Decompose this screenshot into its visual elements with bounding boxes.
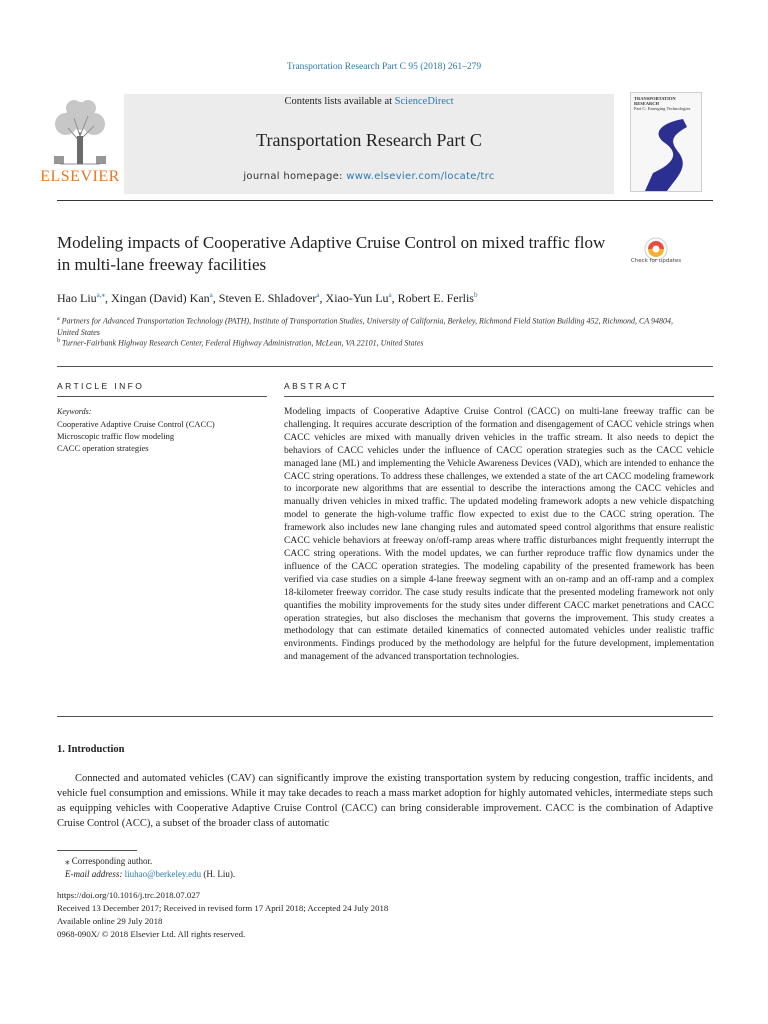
author-affiliation-marker[interactable]: a,⁎: [96, 291, 106, 299]
footnote-rule: [57, 850, 137, 851]
author-affiliation-marker[interactable]: a: [388, 291, 392, 299]
author-separator: ,: [105, 291, 112, 305]
article-title: Modeling impacts of Cooperative Adaptive Cruise Control on mixed traffic flow in multi-lane freeway facilities: [57, 233, 606, 274]
email-label: E-mail address:: [65, 869, 123, 879]
abstract-text: Modeling impacts of Cooperative Adaptive Cruise Control (CACC) on multi-lane freeway traffic can be challenging. It requires accurate description of the formation and disengagement of CACC vehicle strings when CACC vehicles are mixed with manually driven vehicles in the traffic stream. It also needs to depict the behaviors of CACC vehicles under the influence of CACC operation strategies such as the CACC vehicle managed lane (ML) and implementing the Vehicle Awareness Devices (VAD), which are intended to enhance the CACC string operations. To address these challenges, we extended a state of the art CACC modeling framework to incorporate new algorithms that are essential to describe the interactions among the CACC vehicles and manually driven vehicles in mixed traffic. The updated modeling framework adopts a new vehicle dispatching model to generate the high-volume traffic flow expected to exist due to the CACC string operation. The framework also includes new lane changing rules and automated speed control algorithms that ensure realistic CACC vehicle behaviors at freeway on/off-ramp areas where traffic disturbances might frequently interrupt the CACC string operations. With the model updates, we can further reproduce traffic flow dynamics under the influence of the CACC operation strategies. The modeling capability of the presented framework has been verified via case studies on a simple 4-lane freeway segment with an on-ramp and an off-ramp and a complex 18-kilometer freeway corridor. The case study results indicate that the presented modeling framework not only quantifies the mobility improvements for the study sites under different CACC market penetrations and CACC operation strategies, but also discloses the mechanism that governs the improvement. This study creates a methodology that can estimate detailed kinematics of connected automated vehicles under realistic traffic environments. Findings produced by the methodology are helpful for the future development, implementation and management of the advanced transportation technologies.: [284, 407, 714, 663]
author-name[interactable]: Robert E. Ferlis: [397, 291, 474, 305]
introduction-heading: 1. Introduction: [57, 744, 125, 755]
check-for-updates-label[interactable]: Check for updates: [630, 258, 682, 264]
affiliation-a-marker: a: [57, 316, 60, 322]
doi-link[interactable]: https://doi.org/10.1016/j.trc.2018.07.027: [57, 890, 201, 900]
contents-line: [124, 96, 614, 107]
affiliation-b-text: Turner-Fairbank Highway Research Center, Federal Highway Administration, McLean, VA 22101, United States: [62, 338, 424, 348]
journal-citation[interactable]: Transportation Research Part C 95 (2018) 261–279: [286, 62, 482, 72]
journal-cover[interactable]: [630, 92, 702, 192]
affiliation-b-marker: b: [57, 338, 60, 344]
author-list: [57, 291, 697, 306]
article-info-rule: [57, 396, 267, 397]
copyright: 0968-090X/ © 2018 Elsevier Ltd. All rights reserved.: [57, 929, 246, 939]
affiliation-b: [57, 336, 677, 349]
abstract-end-rule: [57, 716, 713, 717]
received-dates: Received 13 December 2017; Received in revised form 17 April 2018; Accepted 24 July 2018: [57, 903, 389, 913]
email-suffix: (H. Liu).: [203, 869, 236, 879]
author-separator: ,: [212, 291, 219, 305]
contents-prefix: Contents lists available at: [284, 96, 393, 107]
homepage-link[interactable]: www.elsevier.com/locate/trc: [346, 171, 495, 182]
masthead-rule: [57, 200, 713, 201]
email-link[interactable]: liuhao@berkeley.edu: [124, 869, 202, 879]
keyword-item: Cooperative Adaptive Cruise Control (CACC): [57, 419, 215, 429]
affiliation-a: [57, 314, 677, 338]
author-affiliation-marker[interactable]: a: [316, 291, 320, 299]
corresponding-label: Corresponding author.: [71, 856, 153, 866]
abstract-rule: [284, 396, 714, 397]
author-separator: ,: [391, 291, 398, 305]
homepage-prefix: journal homepage:: [243, 171, 343, 182]
cover-subtitle: Part C: Emerging Technologies: [634, 106, 691, 111]
publisher-name[interactable]: ELSEVIER: [40, 168, 120, 185]
sciencedirect-link[interactable]: ScienceDirect: [394, 96, 454, 107]
available-online: Available online 29 July 2018: [57, 916, 163, 926]
abstract-heading: ABSTRACT: [284, 381, 349, 391]
author-name[interactable]: Xingan (David) Kan: [111, 291, 210, 305]
journal-title[interactable]: Transportation Research Part C: [256, 130, 482, 150]
keywords-label: Keywords:: [57, 407, 92, 416]
author-name[interactable]: Hao Liu: [57, 291, 97, 305]
keyword-item: CACC operation strategies: [57, 443, 149, 453]
cover-title: TRANSPORTATION RESEARCH: [634, 96, 676, 106]
author-affiliation-marker[interactable]: b: [473, 291, 478, 299]
author-name[interactable]: Steven E. Shladover: [218, 291, 317, 305]
affiliation-a-text: Partners for Advanced Transportation Technology (PATH), Institute of Transportation Studies, University of California, Berkeley, Richmond Field Station Building 452, Richmond, CA 94804, United States: [57, 316, 674, 337]
check-for-updates-icon[interactable]: [638, 236, 674, 274]
journal-cover-river-icon: [631, 93, 701, 191]
article-info-heading: ARTICLE INFO: [57, 381, 145, 391]
author-name[interactable]: Xiao-Yun Lu: [325, 291, 389, 305]
corresponding-author-note: [65, 856, 152, 867]
introduction-text: Connected and automated vehicles (CAV) can significantly improve the existing transportation system by reducing congestion, traffic incidents, and vehicle fuel consumption and emissions. While it may take decades to reach a mass market adoption for highly automated vehicles, intermediate steps such as equipping vehicles with Cooperative Adaptive Cruise Control (CACC) can bring considerable improvement. CACC is the combination of Adaptive Cruise Control (ACC), a subset of the broader class of automatic: [57, 773, 713, 829]
journal-homepage-line: [124, 171, 614, 182]
keyword-item: Microscopic traffic flow modeling: [57, 431, 175, 441]
affiliation-rule: [57, 366, 713, 367]
author-separator: ,: [319, 291, 326, 305]
author-affiliation-marker[interactable]: a: [209, 291, 213, 299]
email-note: [65, 869, 235, 879]
corresponding-mark: ⁎: [65, 856, 70, 866]
